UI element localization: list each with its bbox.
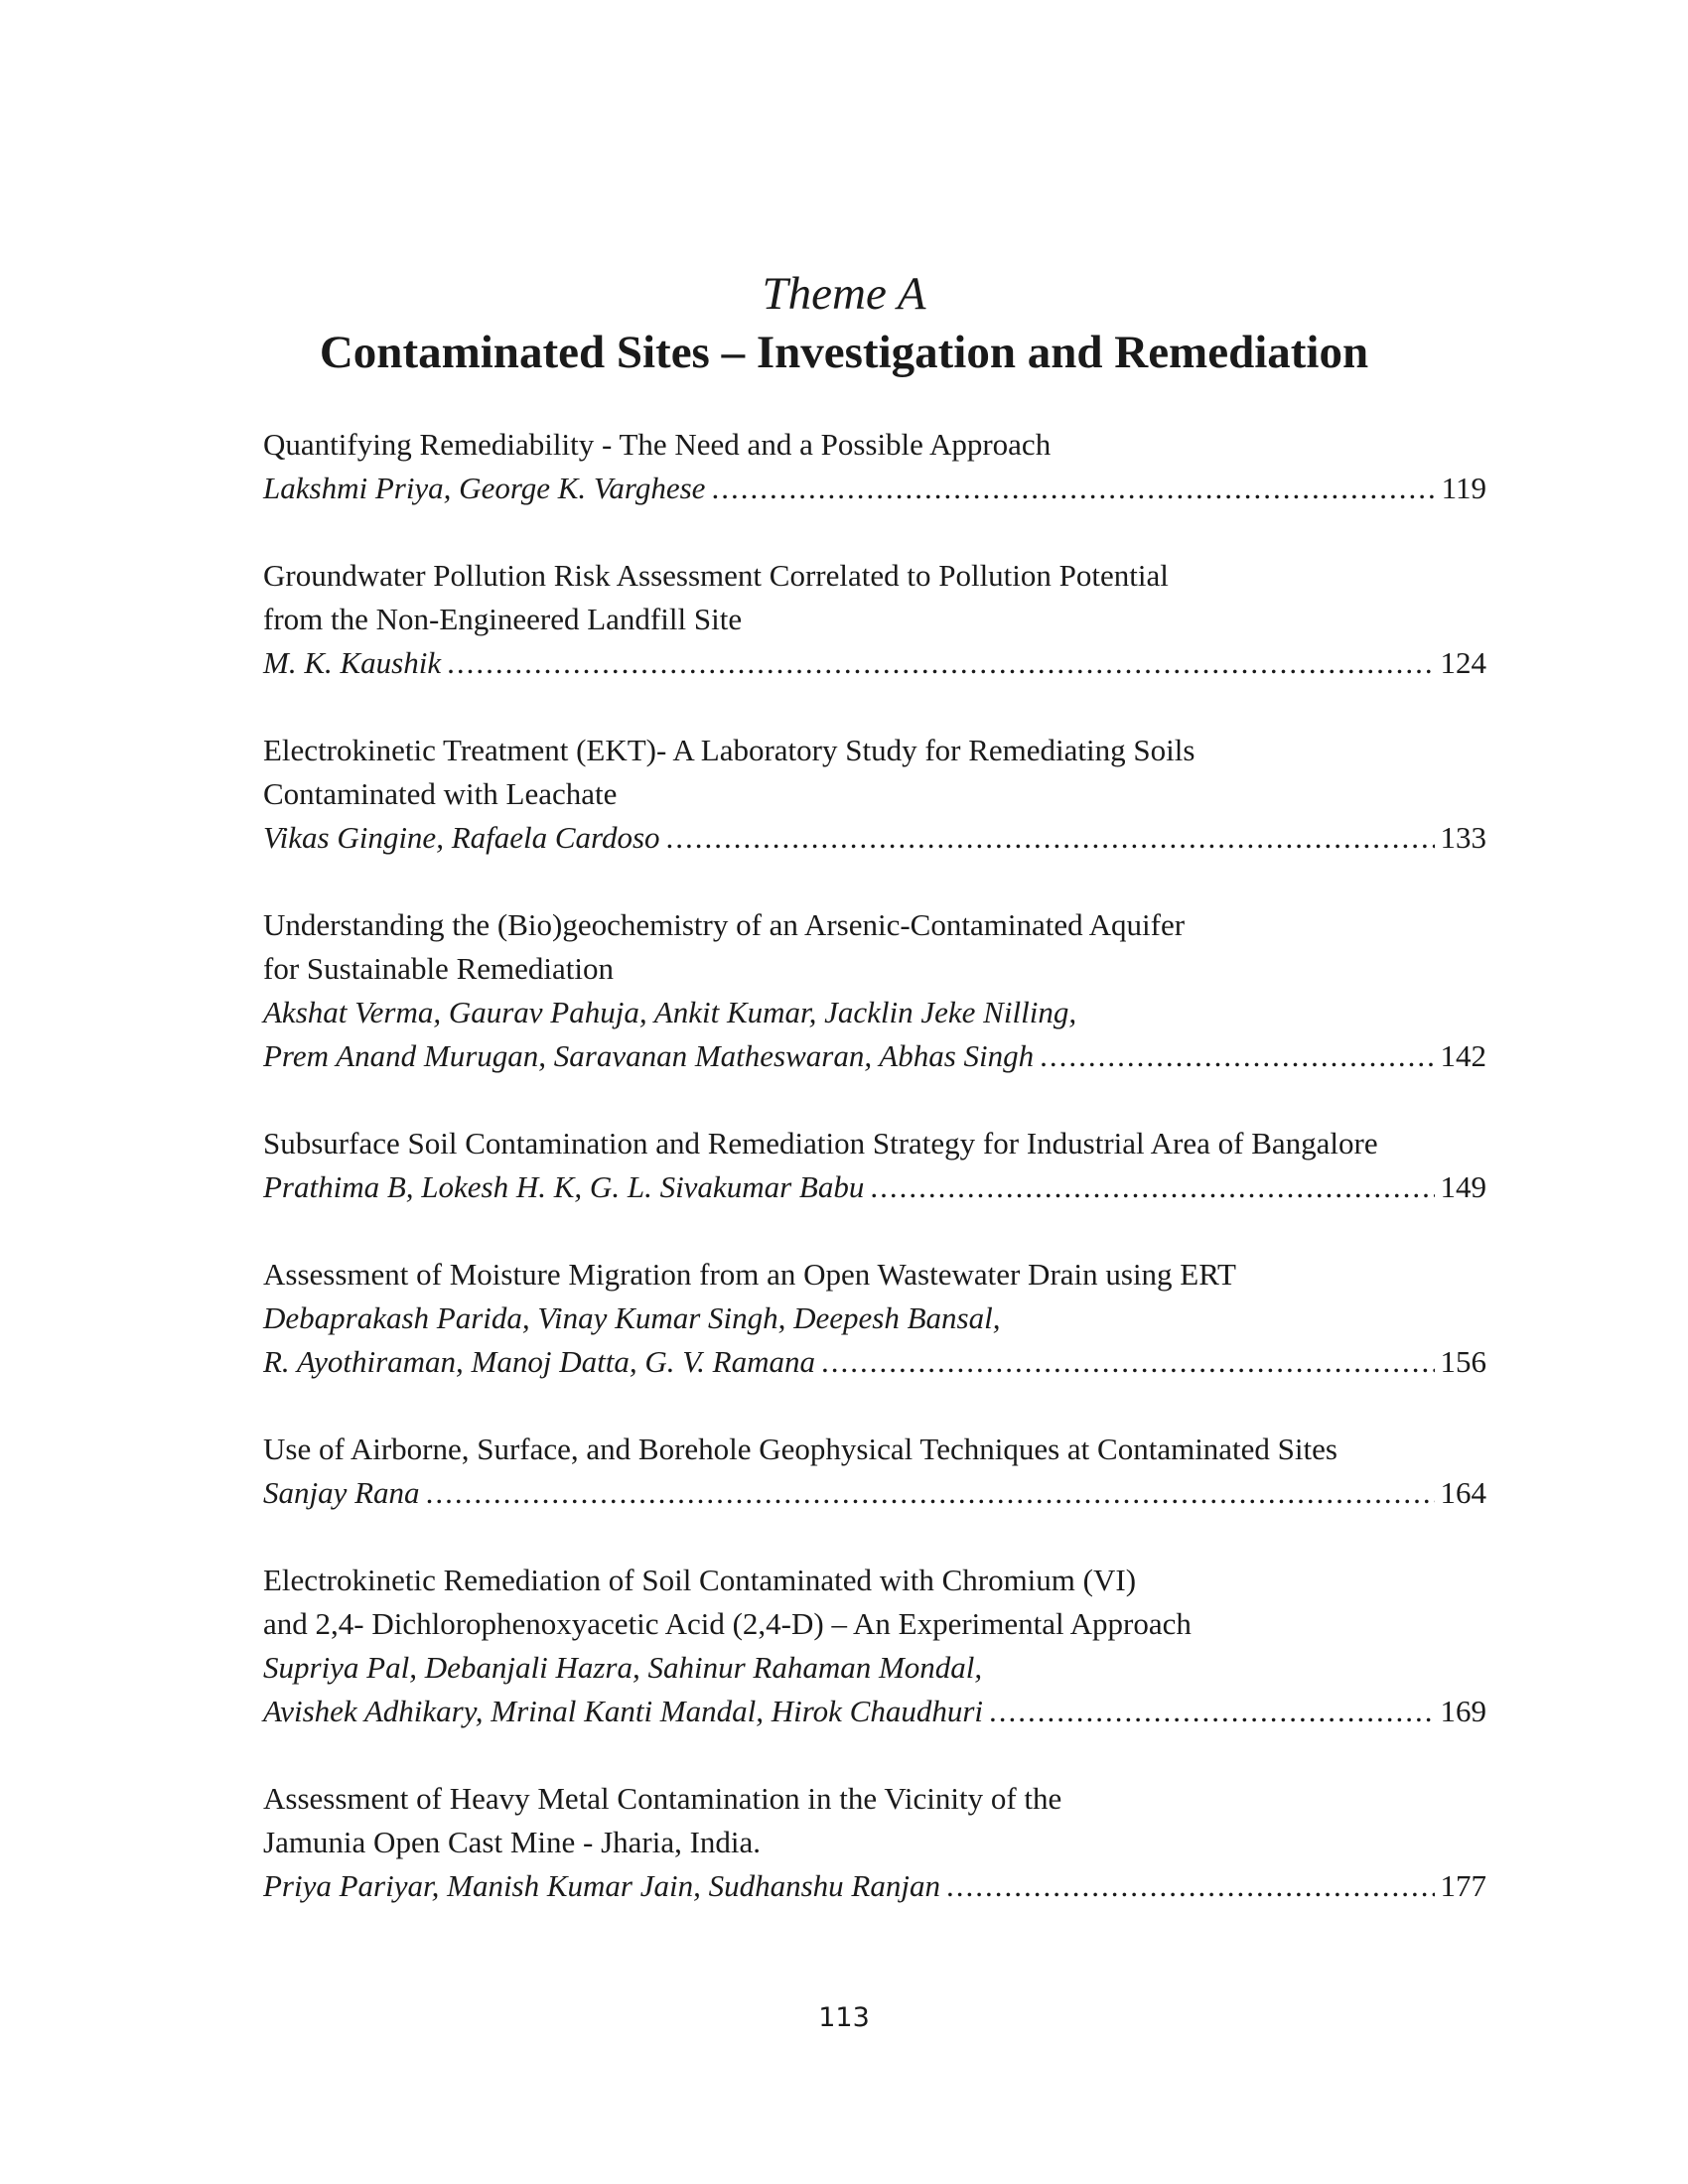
entry-title-line: and 2,4- Dichlorophenoxyacetic Acid (2,4-D) – An Experimental Approach [263,1606,1192,1641]
entry-authors-line [263,1340,1486,1384]
entry-authors-line [263,816,1486,860]
toc-entry [263,1777,1486,1908]
entry-title-line: Subsurface Soil Contamination and Remediation Strategy for Industrial Area of Bangalore [263,1126,1378,1160]
toc-entry [263,1122,1486,1209]
entry-page-number: 124 [1440,645,1486,680]
dot-leader [940,1864,1435,1908]
entry-page-number: 119 [1441,471,1486,505]
entry-title-line: for Sustainable Remediation [263,951,614,986]
entry-page-number: 149 [1440,1169,1486,1204]
entry-authors-line: Debaprakash Parida, Vinay Kumar Singh, Deepesh Bansal, [263,1300,1001,1335]
page-number: 113 [818,2002,870,2033]
entry-authors-line [263,641,1486,685]
dot-leader [1034,1034,1434,1078]
entry-authors: Lakshmi Priya, George K. Varghese [263,471,706,505]
entry-page-number: 133 [1440,820,1486,855]
entry-authors: Vikas Gingine, Rafaela Cardoso [263,820,660,855]
entry-title-line: Assessment of Heavy Metal Contamination in the Vicinity of the [263,1781,1062,1816]
entry-title-line: Groundwater Pollution Risk Assessment Correlated to Pollution Potential [263,558,1169,593]
entry-authors: Prem Anand Murugan, Saravanan Matheswaran, Abhas Singh [263,1038,1035,1073]
dot-leader [441,641,1434,685]
toc-entry [263,1559,1486,1733]
entry-page-number: 177 [1440,1868,1486,1903]
entry-authors: Sanjay Rana [263,1475,420,1510]
entry-authors-line: Akshat Verma, Gaurav Pahuja, Ankit Kumar, Jacklin Jeke Nilling, [263,995,1077,1029]
entry-title-line: Use of Airborne, Surface, and Borehole Geophysical Techniques at Contaminated Sites [263,1432,1337,1466]
theme-title: Contaminated Sites – Investigation and Remediation [319,327,1369,378]
entry-title-line: from the Non-Engineered Landfill Site [263,602,743,636]
entry-authors-line [263,467,1486,510]
toc-entry [263,423,1486,510]
entry-authors-line [263,1165,1486,1209]
dot-leader [705,467,1435,510]
entry-authors-line [263,1471,1486,1515]
entry-title-line: Jamunia Open Cast Mine - Jharia, India. [263,1825,762,1859]
entry-page-number: 169 [1440,1694,1486,1728]
entry-title-line: Electrokinetic Treatment (EKT)- A Laboratory Study for Remediating Soils [263,733,1196,767]
dot-leader [815,1340,1435,1384]
theme-label: Theme A [762,268,926,320]
toc-entry [263,1253,1486,1384]
toc-entry [263,903,1486,1078]
entry-title-line: Contaminated with Leachate [263,776,618,811]
entry-authors: R. Ayothiraman, Manoj Datta, G. V. Ramana [263,1344,815,1379]
entry-page-number: 142 [1440,1038,1486,1073]
dot-leader [864,1165,1434,1209]
entry-title-line: Electrokinetic Remediation of Soil Contaminated with Chromium (VI) [263,1563,1137,1597]
toc-entry [263,554,1486,685]
entry-page-number: 164 [1440,1475,1486,1510]
entry-title-line: Quantifying Remediability - The Need and a Possible Approach [263,427,1052,462]
dot-leader [420,1471,1435,1515]
dot-leader [660,816,1435,860]
entry-authors-line [263,1864,1486,1908]
entry-authors: Avishek Adhikary, Mrinal Kanti Mandal, Hirok Chaudhuri [263,1694,984,1728]
entry-title-line: Assessment of Moisture Migration from an Open Wastewater Drain using ERT [263,1257,1236,1292]
toc-entry [263,729,1486,860]
entry-authors-line: Supriya Pal, Debanjali Hazra, Sahinur Rahaman Mondal, [263,1650,983,1685]
toc-entry [263,1428,1486,1515]
table-of-contents [263,423,1486,1952]
entry-authors: Prathima B, Lokesh H. K, G. L. Sivakumar Babu [263,1169,865,1204]
dot-leader [983,1690,1434,1733]
entry-page-number: 156 [1440,1344,1486,1379]
entry-authors-line [263,1690,1486,1733]
entry-authors: Priya Pariyar, Manish Kumar Jain, Sudhanshu Ranjan [263,1868,940,1903]
entry-title-line: Understanding the (Bio)geochemistry of an Arsenic-Contaminated Aquifer [263,907,1186,942]
entry-authors-line [263,1034,1486,1078]
entry-authors: M. K. Kaushik [263,645,442,680]
